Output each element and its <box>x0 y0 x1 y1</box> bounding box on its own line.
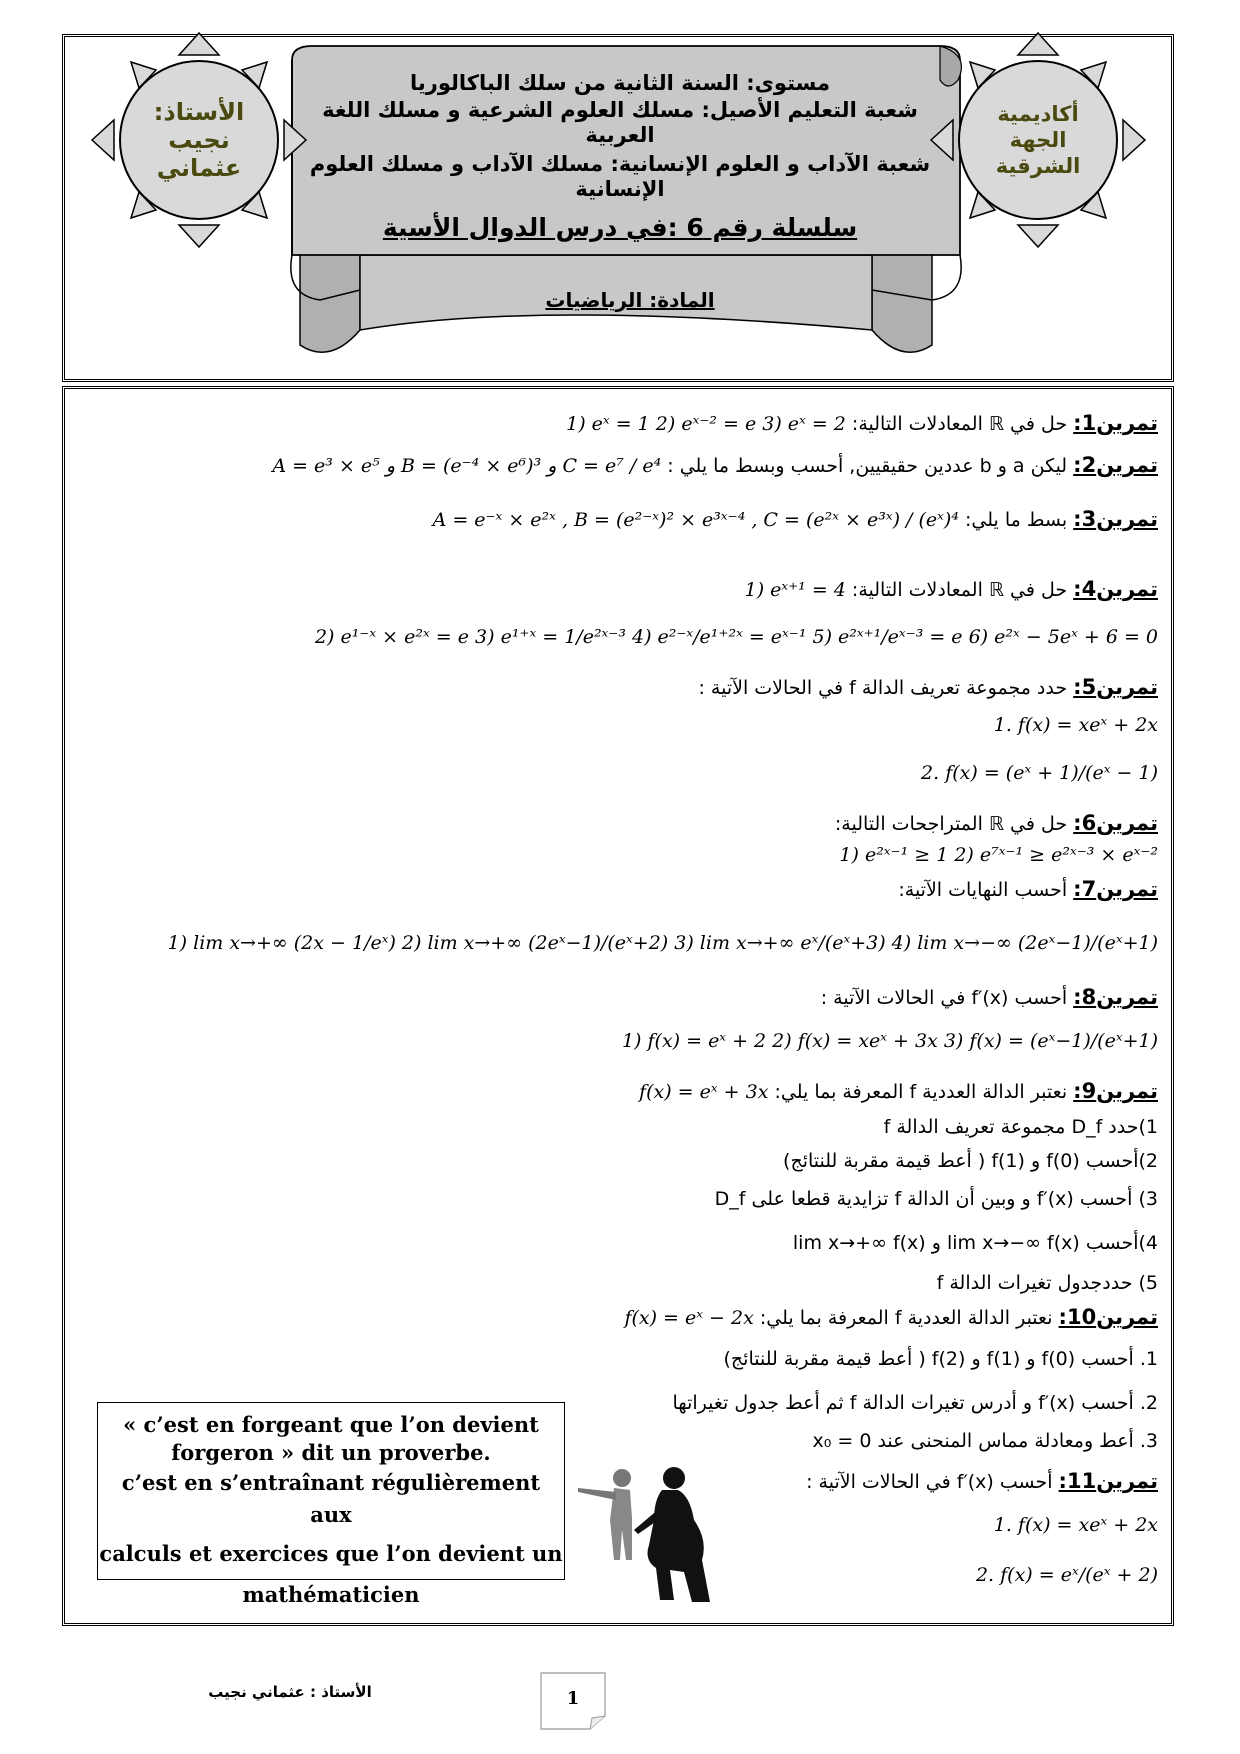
exercise-8-label: تمرين8: <box>1073 985 1158 1009</box>
exercise-5-item-2 <box>921 760 1158 786</box>
exercise-1-label: تمرين1: <box>1073 411 1158 435</box>
level-line: مستوى: السنة الثانية من سلك الباكالوريا <box>409 71 831 95</box>
exercise-11-item-1-math: 1. f(x) = xeˣ + 2x <box>993 1514 1158 1536</box>
exercise-8-math: 1) f(x) = eˣ + 2 2) f(x) = xeˣ + 3x 3) f(x) = (eˣ−1)/(eˣ+1) <box>621 1030 1158 1052</box>
page-number: 1 <box>566 1688 580 1709</box>
exercise-7-label: تمرين7: <box>1073 877 1158 901</box>
exercise-9-item-4: 4)أحسب lim x→−∞ f(x) و lim x→+∞ f(x) <box>792 1232 1158 1254</box>
quote-line-4: calculs et exercices que l’on devient un <box>99 1541 563 1566</box>
exercise-10-text: نعتبر الدالة العددية f المعرفة بما يلي: <box>759 1307 1053 1329</box>
exercise-2-text: ليكن a و b عددين حقيقيين, أحسب وبسط ما يلي : <box>667 455 1068 477</box>
exercise-9-func: f(x) = eˣ + 3x <box>639 1081 769 1103</box>
exercise-4 <box>745 576 1158 603</box>
teacher-name: الأستاذ: نجيب عثماني <box>153 98 245 182</box>
exercise-2-label: تمرين2: <box>1073 453 1158 477</box>
exercise-9-item-2: 2)أحسب f(0) و f(1) ( أعط قيمة مقربة للنتائج) <box>783 1150 1158 1172</box>
branch-original-line: شعبة التعليم الأصيل: مسلك العلوم الشرعية و مسلك اللغة العربية <box>322 98 918 147</box>
exercise-2 <box>272 452 1158 479</box>
academy-name: أكاديمية الجهة الشرقية <box>995 102 1081 178</box>
exercise-4-text: حل في ℝ المعادلات التالية: <box>851 579 1068 601</box>
quote-line-1: « c’est en forgeant que l’on devient <box>123 1412 539 1437</box>
quote-line-2: forgeron » dit un proverbe. <box>171 1440 491 1465</box>
footer-teacher-name: الأستاذ : عثماني نجيب <box>208 1683 372 1701</box>
exercise-5-text: حدد مجموعة تعريف الدالة f في الحالات الآتية : <box>698 677 1068 699</box>
exercise-6-label: تمرين6: <box>1073 811 1158 835</box>
exercise-10-item-1: 1. أحسب f(0) و f(1) و f(2) ( أعط قيمة مقربة للنتائج) <box>723 1348 1158 1370</box>
exercise-7-text: أحسب النهايات الآتية: <box>898 879 1068 901</box>
exercise-10-item-2: 2. أحسب f′(x) و أدرس تغيرات الدالة f ثم أعط جدول تغيراتها <box>672 1392 1158 1414</box>
exercise-11-text: أحسب f′(x) في الحالات الآتية : <box>806 1471 1053 1493</box>
exercise-5-item-2-math: 2. f(x) = (eˣ + 1)/(eˣ − 1) <box>921 762 1158 784</box>
exercise-11-label: تمرين11: <box>1058 1469 1158 1493</box>
teacher-badge <box>119 60 279 220</box>
exercise-10-label: تمرين10: <box>1058 1305 1158 1329</box>
exercise-5-item-1-math: 1. f(x) = xeˣ + 2x <box>993 714 1158 736</box>
exercise-11-item-2 <box>976 1562 1158 1588</box>
exercise-6-inequalities <box>839 842 1158 868</box>
exercise-10-item-3: 3. أعط ومعادلة مماس المنحنى عند x₀ = 0 <box>812 1430 1158 1452</box>
subject-label: المادة: الرياضيات <box>545 288 715 312</box>
exercise-4-math2: 2) e¹⁻ˣ × e²ˣ = e 3) e¹⁺ˣ = 1/e²ˣ⁻³ 4) e²⁻ˣ/e¹⁺²ˣ = eˣ⁻¹ 5) e²ˣ⁺¹/eˣ⁻³ = e 6) e²ˣ − 5eˣ + 6 = 0 <box>314 626 1158 648</box>
exercise-1 <box>566 410 1158 437</box>
exercise-3-label: تمرين3: <box>1073 507 1158 531</box>
exercise-9-item-5: 5) حددجدول تغيرات الدالة f <box>936 1272 1158 1294</box>
exercise-11 <box>806 1468 1158 1495</box>
branch-letters-line: شعبة الآداب و العلوم الإنسانية: مسلك الآداب و مسلك العلوم الإنسانية <box>309 152 931 201</box>
quote-line-3: c’est en s’entraînant régulièrement aux <box>121 1470 541 1527</box>
exercise-4-equations <box>315 624 1158 650</box>
exercise-5-item-1 <box>994 712 1158 738</box>
exercise-2-math: A = e³ × e⁵ و B = (e⁻⁴ × e⁶)³ و C = e⁷ / e⁴ <box>272 455 662 477</box>
exercise-6-text: حل في ℝ المتراجحات التالية: <box>834 813 1068 835</box>
exercise-3-math: A = e⁻ˣ × e²ˣ , B = (e²⁻ˣ)² × e³ˣ⁻⁴ , C = (e²ˣ × e³ˣ) / (eˣ)⁴ <box>432 509 959 531</box>
exercise-3 <box>433 506 1158 533</box>
academy-badge <box>958 60 1118 220</box>
exercise-9-label: تمرين9: <box>1073 1079 1158 1103</box>
exercise-9-text: نعتبر الدالة العددية f المعرفة بما يلي: <box>774 1081 1068 1103</box>
exercise-6-math: 1) e²ˣ⁻¹ ≥ 1 2) e⁷ˣ⁻¹ ≥ e²ˣ⁻³ × eˣ⁻² <box>839 844 1158 866</box>
teacher-child-silhouette-icon <box>574 1460 734 1610</box>
proverb-quote-box <box>97 1402 565 1607</box>
quote-line-5: mathématicien <box>242 1582 420 1607</box>
exercise-7-limits <box>168 930 1158 956</box>
exercise-4-math1: 1) eˣ⁺¹ = 4 <box>744 579 846 601</box>
exercise-8 <box>821 984 1158 1011</box>
exercise-9-item-3: 3) أحسب f′(x) و وبين أن الدالة f تزايدية قطعا على D_f <box>714 1188 1158 1210</box>
exercise-4-label: تمرين4: <box>1073 577 1158 601</box>
exercise-11-item-1 <box>994 1512 1158 1538</box>
exercise-7-math: 1) lim x→+∞ (2x − 1/eˣ) 2) lim x→+∞ (2eˣ−1)/(eˣ+2) 3) lim x→+∞ eˣ/(eˣ+3) 4) lim x→−∞ (2eˣ−1)/(eˣ+1) <box>167 932 1158 954</box>
exercise-1-text: حل في ℝ المعادلات التالية: <box>851 413 1068 435</box>
exercise-11-item-2-math: 2. f(x) = eˣ/(eˣ + 2) <box>975 1564 1158 1586</box>
exercise-9-item-1: 1)حدد D_f مجموعة تعريف الدالة f <box>883 1116 1158 1138</box>
exercise-8-text: أحسب f′(x) في الحالات الآتية : <box>820 987 1068 1009</box>
exercise-8-functions <box>622 1028 1158 1054</box>
series-title: سلسلة رقم 6 :في درس الدوال الأسية <box>382 213 858 242</box>
exercise-9 <box>639 1078 1158 1105</box>
exercise-6 <box>835 810 1158 837</box>
exercise-10-func: f(x) = eˣ − 2x <box>624 1307 754 1329</box>
exercise-5 <box>698 674 1158 701</box>
exercise-7 <box>898 876 1158 903</box>
exercise-10 <box>624 1304 1158 1331</box>
exercise-3-text: بسط ما يلي: <box>964 509 1068 531</box>
exercise-5-label: تمرين5: <box>1073 675 1158 699</box>
exercise-1-math: 1) eˣ = 1 2) eˣ⁻² = e 3) eˣ = 2 <box>566 413 846 435</box>
